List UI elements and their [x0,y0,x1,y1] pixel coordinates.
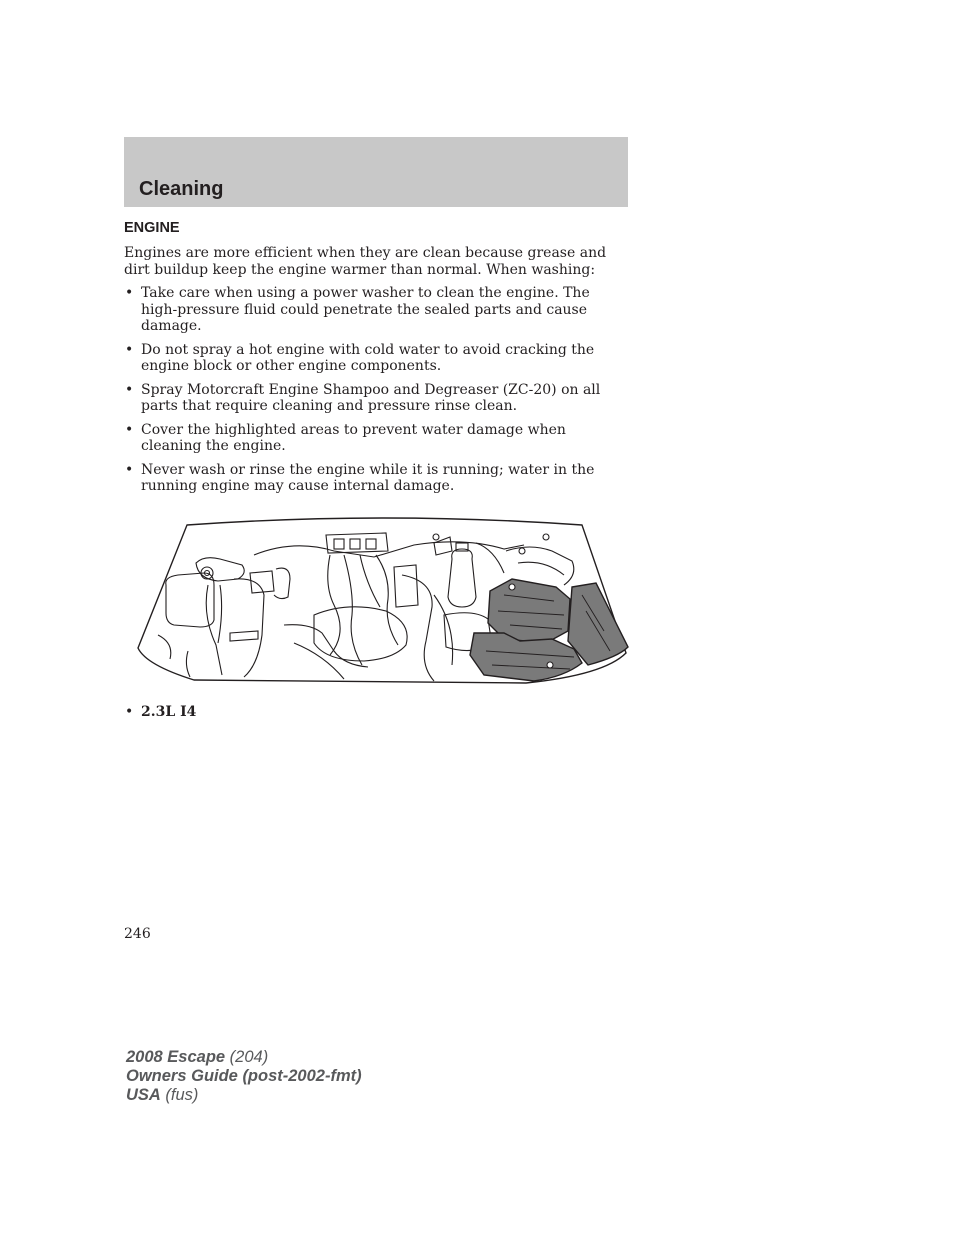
figure-caption [124,704,196,720]
intro-paragraph: Engines are more efficient when they are clean because grease and dirt buildup keep the engine warmer than normal. When washing: [124,245,607,278]
footer-line-model: 2008 Escape (204) [126,1048,269,1066]
list-item-text: Cover the highlighted areas to prevent water damage when cleaning the engine. [141,421,566,454]
bullet-icon: • [125,704,134,720]
document-footer [126,1048,362,1105]
list-item [124,342,624,375]
bullet-icon: • [125,341,134,358]
list-item [124,382,624,415]
page-number: 246 [124,926,151,942]
list-item [124,285,624,335]
washing-tips-list [124,285,624,502]
footer-line-guide: Owners Guide (post-2002-fmt) [126,1067,362,1085]
list-item-text: Spray Motorcraft Engine Shampoo and Degreaser (ZC-20) on all parts that require cleaning and pressure rinse clean. [141,381,601,414]
chapter-title: Cleaning [139,178,224,200]
list-item-text: Take care when using a power washer to clean the engine. The high-pressure fluid could penetrate the sealed parts and cause damage. [141,285,590,334]
list-item [124,462,624,495]
figure-caption-text: 2.3L I4 [141,704,197,720]
list-item [124,422,624,455]
list-item-text: Do not spray a hot engine with cold water to avoid cracking the engine block or other engine components. [141,341,595,374]
footer-line-market: USA (fus) [126,1086,199,1104]
list-item-text: Never wash or rinse the engine while it is running; water in the running engine may cause internal damage. [141,461,595,494]
bullet-icon: • [125,461,134,478]
engine-compartment-illustration [134,515,630,685]
chapter-header-band [124,137,628,207]
bullet-icon: • [125,285,134,301]
bullet-icon: • [125,421,134,438]
section-heading: ENGINE [124,220,180,236]
bullet-icon: • [125,381,134,398]
